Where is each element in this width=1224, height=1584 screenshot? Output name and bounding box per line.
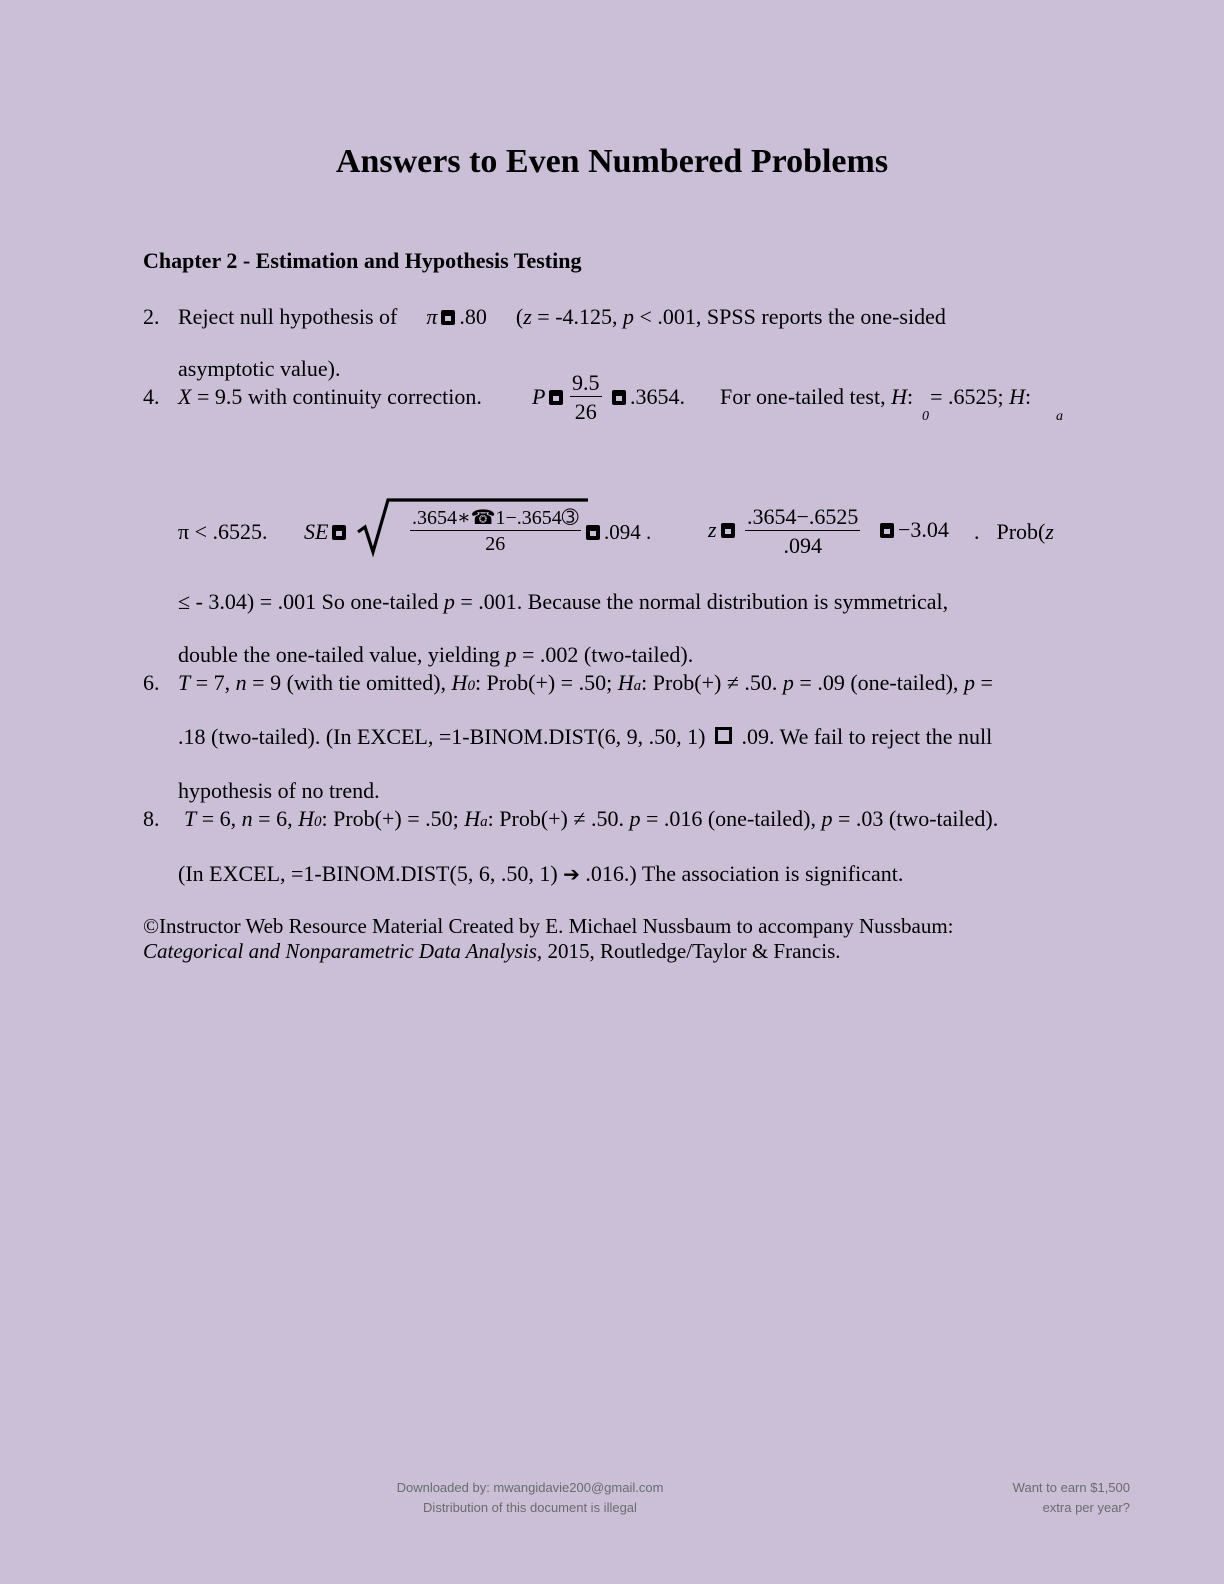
numerator: .3654∗☎1−.3654➂ [412, 507, 579, 529]
text-fragment: .094 [604, 520, 641, 544]
text-fragment: . [646, 520, 652, 544]
variable-p: p [443, 589, 455, 614]
h-symbol: H [298, 806, 314, 831]
text-fragment: = 9 (with tie omitted), [246, 670, 452, 695]
pi-symbol: π [426, 304, 438, 329]
text-fragment: .80 [459, 304, 487, 329]
text-fragment: = 7, [190, 670, 236, 695]
colon: : [1025, 384, 1032, 409]
problem-2-line-1 [178, 304, 946, 330]
problem-4-line-3 [178, 589, 948, 615]
subscript-0: 0 [313, 814, 322, 830]
variable-n: n [235, 670, 247, 695]
text-fragment: For one-tailed test, [720, 384, 886, 409]
se-symbol: SE [304, 519, 329, 544]
text-fragment: : Prob(+) = .50; [321, 806, 465, 831]
text-fragment: . [679, 384, 685, 409]
h-symbol: H [451, 670, 468, 695]
numerator: .3654−.6525 [747, 504, 859, 529]
subscript-0: 0 [922, 409, 929, 424]
probability-expression [532, 384, 567, 410]
se-fraction [410, 506, 581, 557]
text-fragment: = .6525; [930, 384, 1004, 409]
subscript-a: a [480, 814, 488, 830]
missing-glyph-icon [586, 525, 600, 540]
right-arrow-icon: ➔ [563, 862, 580, 886]
variable-t: T [184, 806, 197, 831]
h-symbol: H [464, 806, 481, 831]
text-fragment: < .001, SPSS reports the one-sided [634, 304, 946, 329]
text-fragment: ( [515, 304, 524, 329]
h-symbol: H [617, 670, 634, 695]
downloaded-by-text: Downloaded by: mwangidavie200@gmail.com [396, 1480, 664, 1495]
h-symbol: H [1009, 384, 1026, 409]
missing-glyph-icon [721, 523, 735, 538]
page-title: Answers to Even Numbered Problems [335, 143, 889, 180]
denominator: .094 [783, 533, 822, 558]
problem-8-line-2 [178, 861, 903, 887]
subscript-0: 0 [467, 678, 475, 694]
missing-glyph-icon [612, 390, 626, 405]
text-fragment: = 6, [196, 806, 242, 831]
problem-4-line-4 [178, 642, 693, 668]
text-fragment: (In EXCEL, =1-BINOM.DIST(5, 6, .50, 1) [178, 861, 558, 886]
problem-number: 2. [143, 304, 160, 329]
text-fragment: = -4.125, [531, 304, 624, 329]
text-fragment: ≤ - 3.04) = .001 So one-tailed [178, 589, 444, 614]
missing-glyph-icon [880, 523, 894, 538]
text-fragment: : Prob(+) = .50; [474, 670, 618, 695]
problem-4-line-2-start: π < .6525. [178, 519, 268, 544]
missing-glyph-icon [715, 727, 732, 744]
probability-value [608, 384, 685, 410]
promo-line-1: Want to earn $1,500 [1012, 1480, 1130, 1495]
text-fragment: = [974, 670, 993, 695]
numerator: 9.5 [572, 370, 600, 395]
variable-n: n [241, 806, 253, 831]
text-fragment: Reject null hypothesis of [178, 304, 398, 329]
variable-p: p [963, 670, 975, 695]
text-fragment: 2015, Routledge/Taylor & Francis. [542, 939, 841, 963]
text-fragment: = .03 (two-tailed). [832, 806, 999, 831]
z-expression [708, 517, 739, 543]
text-fragment: = 6, [252, 806, 299, 831]
problem-6-line-1 [178, 670, 993, 699]
text-fragment: = .09 (one-tailed), [793, 670, 964, 695]
variable-p: p [623, 304, 635, 329]
fraction-9-5-over-26 [570, 370, 602, 427]
variable-p: p [505, 642, 517, 667]
prob-expression [974, 519, 1054, 545]
variable-p: p [821, 806, 833, 831]
se-value [586, 519, 651, 545]
variable-t: T [178, 670, 191, 695]
h-symbol: H [891, 384, 907, 409]
chapter-heading: Chapter 2 - Estimation and Hypothesis Testing [143, 248, 582, 273]
problem-number: 8. [143, 806, 160, 831]
promo-link[interactable] [930, 1478, 1130, 1518]
text-fragment: : Prob(+) ≠ .50. [487, 806, 630, 831]
missing-glyph-icon [549, 390, 563, 405]
z-value [876, 517, 949, 543]
text-fragment: .3654 [630, 384, 680, 409]
problem-6-line-3: hypothesis of no trend. [178, 778, 380, 803]
problem-number: 6. [143, 670, 160, 695]
variable-z: z [708, 517, 717, 542]
variable-p: p [629, 806, 641, 831]
text-fragment: = .016 (one-tailed), [640, 806, 822, 831]
copyright-line-2 [143, 939, 954, 964]
problem-number: 4. [143, 384, 160, 409]
missing-glyph-icon [332, 525, 346, 540]
denominator: 26 [574, 399, 597, 424]
variable-p-cap: P [532, 384, 546, 409]
text-fragment: .18 (two-tailed). (In EXCEL, =1-BINOM.DIST(6, 9, .50, 1) [178, 724, 706, 749]
missing-glyph-icon [441, 310, 455, 325]
download-watermark [330, 1478, 730, 1518]
se-expression [304, 519, 350, 545]
denominator: 26 [485, 533, 506, 555]
copyright-line-1: ©Instructor Web Resource Material Created by E. Michael Nussbaum to accompany Nussbaum: [143, 914, 954, 938]
text-fragment: = 9.5 with continuity correction. [191, 384, 482, 409]
text-fragment: = .001. Because the normal distribution is symmetrical, [454, 589, 949, 614]
variable-x: X [178, 384, 192, 409]
text-fragment: .09. We fail to reject the null [741, 724, 993, 749]
z-fraction [745, 504, 860, 561]
text-fragment: Prob( [996, 519, 1046, 544]
problem-4-line-1 [178, 384, 482, 410]
hypothesis-statement [720, 384, 1031, 410]
distribution-text: Distribution of this document is illegal [423, 1500, 637, 1515]
problem-2-line-2: asymptotic value). [178, 356, 341, 381]
variable-p: p [782, 670, 794, 695]
text-fragment: = .002 (two-tailed). [516, 642, 694, 667]
colon: : [906, 384, 914, 409]
copyright-notice [143, 914, 954, 964]
text-fragment: : Prob(+) ≠ .50. [641, 670, 783, 695]
problem-6-line-2 [178, 724, 992, 750]
subscript-a: a [1056, 409, 1063, 424]
variable-z: z [523, 304, 532, 329]
problem-8-line-1 [184, 806, 998, 835]
text-fragment: . [974, 519, 980, 544]
variable-z: z [1045, 519, 1054, 544]
book-title: Categorical and Nonparametric Data Analysis, [143, 939, 543, 963]
promo-line-2: extra per year? [1042, 1500, 1130, 1515]
text-fragment: −3.04 [898, 517, 949, 542]
text-fragment: double the one-tailed value, yielding [178, 642, 506, 667]
subscript-a: a [633, 678, 642, 694]
text-fragment: .016.) The association is significant. [585, 861, 904, 886]
